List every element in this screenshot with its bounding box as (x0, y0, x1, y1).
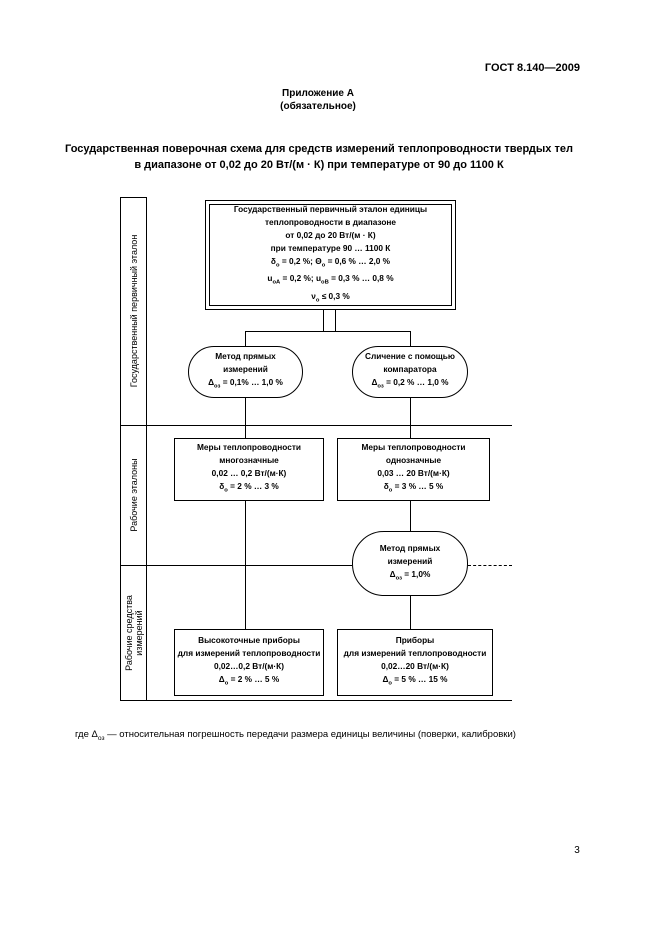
precision-instruments-box (174, 629, 324, 696)
connector-line (245, 331, 246, 346)
box-text-line: измерений (387, 555, 433, 566)
connector-line (410, 398, 411, 438)
box-text-line: 0,02…0,2 Вт/(м·К) (213, 661, 285, 672)
box-text-line: измерений (223, 364, 268, 375)
tier-label-line: Рабочие средства (123, 594, 134, 671)
box-text-line: $\Delta_{оз} = 0,2$ % … 1,0 % (371, 377, 449, 390)
tier-divider-2-left (120, 565, 352, 566)
tier-label-working-instruments (124, 565, 144, 700)
box-text-line: теплопроводности в диапазоне (264, 216, 397, 227)
measures-multivalued-box (174, 438, 324, 501)
tier-cell-working-standards (120, 425, 147, 565)
box-text-line: $\Delta_о = 2$ % … 5 % (218, 674, 280, 687)
appendix-note: (обязательное) (280, 101, 356, 112)
footnote: где $\Delta_{оз}$ — относительная погрешность передачи размера единицы величины (поверки, калибровки) (75, 729, 516, 742)
document-header: ГОСТ 8.140—2009 (484, 62, 580, 74)
box-text-line: Приборы (395, 635, 435, 646)
connector-line (323, 310, 324, 331)
box-text-line: при температуре 90 … 1100 К (270, 242, 391, 253)
box-text-line: $\delta_о = 0,2$ %; $\Theta_о = 0,6$ % … 2,0 % (270, 255, 391, 269)
measures-singlevalued-box (337, 438, 490, 501)
connector-line (245, 398, 246, 438)
box-text-line: Меры теплопроводности (196, 442, 301, 453)
connector-line (245, 331, 411, 332)
box-text-line: Государственный первичный эталон единицы (233, 203, 428, 214)
tier-divider-2-right-dashed (468, 565, 512, 566)
connector-line (410, 331, 411, 346)
box-text-line: $\Delta_{оз} = 1,0\%$ (389, 568, 431, 582)
scheme-title-line1: Государственная поверочная схема для средств измерений теплопроводности твердых тел (65, 143, 573, 155)
box-text-line: Метод прямых (379, 542, 441, 553)
appendix-title: Приложение А (282, 88, 354, 99)
primary-standard-box (205, 200, 456, 310)
tier-label-line: измерений (133, 609, 144, 656)
box-text-line: от 0,02 до 20 Вт/(м · К) (285, 229, 376, 240)
tier-cell-primary-standard (120, 197, 147, 425)
tier-cell-working-instruments (120, 565, 147, 700)
box-text-line: Сличение с помощью (365, 351, 455, 362)
box-text-line: для измерений теплопроводности (177, 648, 321, 659)
box-text-line: $\nu_о \le 0,3$ % (311, 290, 350, 304)
box-text-line: $u_{оА} = 0,2$ %; $u_{оВ} = 0,3$ % … 0,8 % (267, 273, 394, 286)
box-text-line: 0,02…20 Вт/(м·К) (381, 661, 449, 672)
connector-line (410, 501, 411, 531)
box-text-line: многозначные (219, 455, 279, 466)
box-text-line: Метод прямых (215, 351, 276, 362)
box-text-line: $\delta_о = 2$ % … 3 % (219, 481, 279, 494)
box-text-line: Меры теплопроводности (361, 442, 466, 453)
connector-line (245, 501, 246, 629)
connector-line (410, 596, 411, 629)
box-text-line: $\delta_о = 3$ % … 5 % (383, 481, 444, 494)
box-text-line: для измерений теплопроводности (343, 648, 487, 659)
box-text-line: однозначные (385, 455, 442, 466)
comparator-method-box (352, 346, 468, 398)
box-text-line: компаратора (383, 364, 437, 375)
tier-divider-1 (120, 425, 512, 426)
connector-line (335, 310, 336, 331)
method-direct-measurements-box-2 (352, 531, 468, 596)
working-instruments-box (337, 629, 493, 696)
box-text-line: 0,02 … 0,2 Вт/(м·К) (211, 468, 287, 479)
scheme-title-line2: в диапазоне от 0,02 до 20 Вт/(м · К) при температуре от 90 до 1100 К (134, 159, 504, 171)
frame-bottom-border (120, 700, 512, 701)
box-text-line: $\Delta_{оз} = 0,1\%$ … 1,0 % (208, 377, 283, 390)
page-number: 3 (574, 845, 580, 856)
primary-standard-box-inner (209, 204, 452, 306)
tier-label-primary-standard: Государственный первичный эталон (128, 234, 139, 388)
box-text-line: Высокоточные приборы (198, 635, 300, 646)
box-text-line: 0,03 … 20 Вт/(м·К) (377, 468, 450, 479)
tier-label-working-standards: Рабочие эталоны (128, 458, 139, 532)
box-text-line: $\Delta_о = 5$ % … 15 % (382, 674, 448, 687)
method-direct-measurements-box-1 (188, 346, 303, 398)
